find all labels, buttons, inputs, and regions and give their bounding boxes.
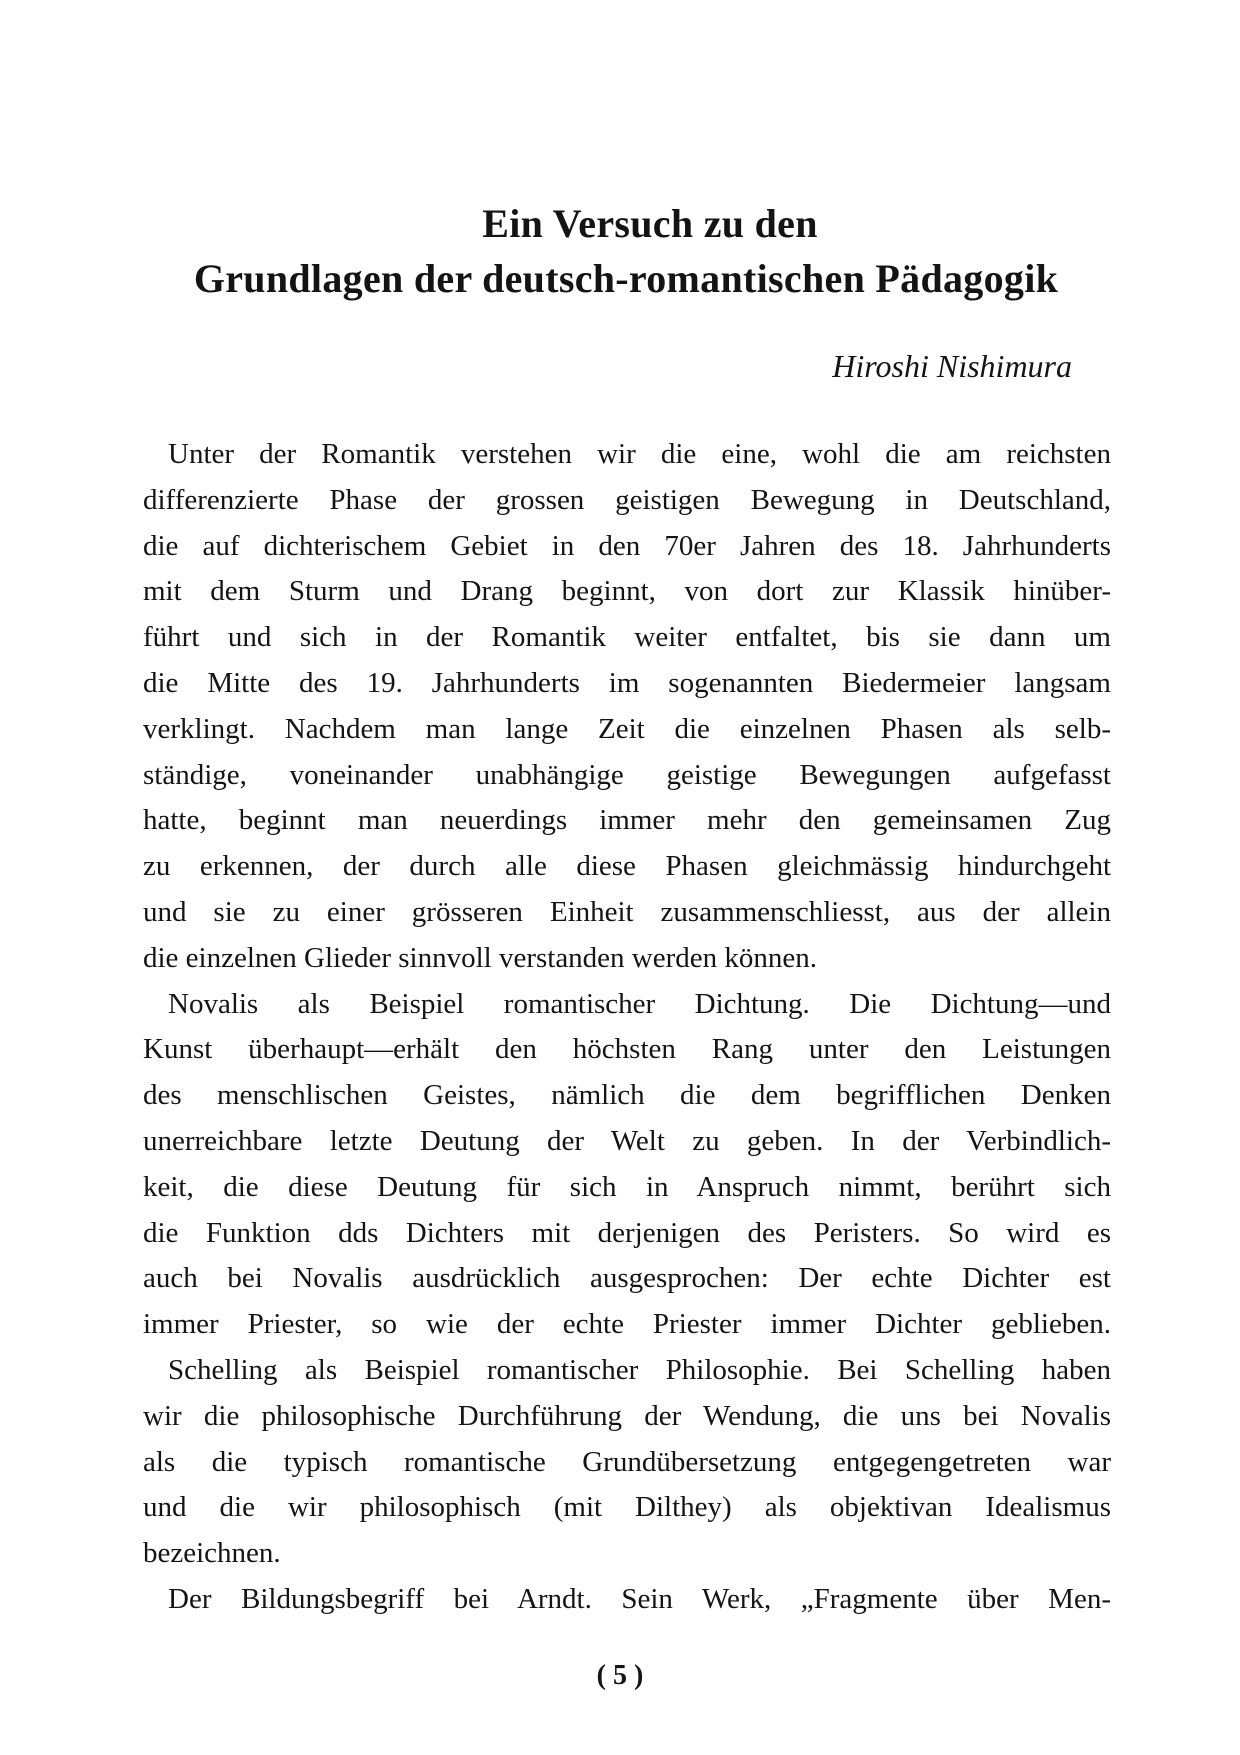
paragraph bbox=[143, 432, 1111, 982]
paragraph bbox=[143, 982, 1111, 1348]
text-line: bezeichnen. bbox=[143, 1537, 281, 1570]
text-line: auch bei Novalis ausdrücklich ausgesprochen: Der echte Dichter est bbox=[143, 1262, 1111, 1295]
text-line: die auf dichterischem Gebiet in den 70er Jahren des 18. Jahrhunderts bbox=[143, 529, 1111, 562]
text-line: keit, die diese Deutung für sich in Anspruch nimmt, berührt sich bbox=[143, 1170, 1111, 1203]
text-line: und die wir philosophisch (mit Dilthey) als objektivan Idealismus bbox=[143, 1491, 1111, 1524]
text-line: wir die philosophische Durchführung der Wendung, die uns bei Novalis bbox=[143, 1399, 1111, 1432]
text-line: und sie zu einer grösseren Einheit zusammenschliesst, aus der allein bbox=[143, 895, 1111, 928]
text-line: Novalis als Beispiel romantischer Dichtung. Die Dichtung—und bbox=[168, 987, 1111, 1020]
text-line: die Funktion dds Dichters mit derjenigen des Peristers. So wird es bbox=[143, 1216, 1111, 1249]
text-line: hatte, beginnt man neuerdings immer mehr den gemeinsamen Zug bbox=[143, 804, 1111, 837]
text-line: die Mitte des 19. Jahrhunderts im sogenannten Biedermeier langsam bbox=[143, 666, 1111, 699]
paragraph bbox=[143, 1348, 1111, 1577]
title-line-1: Ein Versuch zu den bbox=[482, 201, 818, 246]
author: Hiroshi Nishimura bbox=[832, 348, 1072, 384]
text-line: Unter der Romantik verstehen wir die eine, wohl die am reichsten bbox=[168, 438, 1111, 470]
title-line-2: Grundlagen der deutsch-romantischen Pädagogik bbox=[193, 256, 1059, 301]
text-line: Schelling als Beispiel romantischer Philosophie. Bei Schelling haben bbox=[168, 1353, 1111, 1386]
text-line: immer Priester, so wie der echte Priester immer Dichter geblieben. bbox=[143, 1308, 1111, 1341]
paragraph bbox=[143, 1577, 1111, 1623]
text-line: führt und sich in der Romantik weiter entfaltet, bis sie dann um bbox=[143, 621, 1111, 654]
text-line: Der Bildungsbegriff bei Arndt. Sein Werk, „Fragmente über Men- bbox=[168, 1582, 1111, 1615]
text-line: Kunst überhaupt—erhält den höchsten Rang unter den Leistungen bbox=[143, 1033, 1111, 1066]
text-line: mit dem Sturm und Drang beginnt, von dort zur Klassik hinüber- bbox=[143, 575, 1111, 608]
page-number: ( 5 ) bbox=[596, 1660, 644, 1691]
text-line: differenzierte Phase der grossen geistigen Bewegung in Deutschland, bbox=[143, 483, 1111, 516]
text-line: ständige, voneinander unabhängige geistige Bewegungen aufgefasst bbox=[143, 758, 1111, 791]
body-text bbox=[143, 432, 1111, 1623]
text-line: verklingt. Nachdem man lange Zeit die einzelnen Phasen als selb- bbox=[143, 712, 1111, 745]
text-line: unerreichbare letzte Deutung der Welt zu geben. In der Verbindlich- bbox=[143, 1124, 1111, 1157]
text-line: als die typisch romantische Grundübersetzung entgegengetreten war bbox=[143, 1445, 1111, 1478]
text-line: zu erkennen, der durch alle diese Phasen gleichmässig hindurchgeht bbox=[143, 850, 1111, 883]
text-line: des menschlischen Geistes, nämlich die dem begrifflichen Denken bbox=[143, 1079, 1111, 1112]
text-line: die einzelnen Glieder sinnvoll verstanden werden können. bbox=[143, 941, 818, 974]
